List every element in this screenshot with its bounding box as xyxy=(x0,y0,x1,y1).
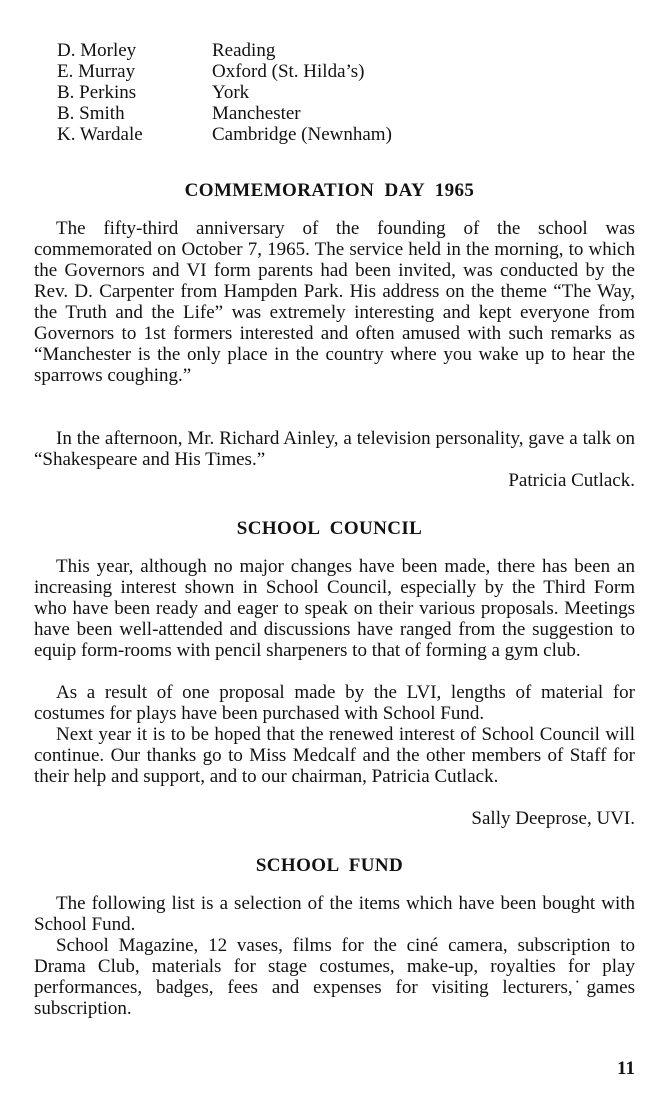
paragraph-school-council-2: As a result of one proposal made by the LVI, lengths of material for costumes for plays have been purchased with School Fund. xyxy=(34,682,635,724)
paragraph-school-council-3: Next year it is to be hoped that the renewed interest of School Council will continue. Our thanks go to Miss Medcalf and the other members of Staff for their help and support, and to our chairman, Patricia Cutlack. xyxy=(34,724,635,787)
section-heading-school-fund: SCHOOL FUND xyxy=(255,855,404,876)
university-name: Cambridge (Newnham) xyxy=(212,124,392,145)
list-item xyxy=(57,40,537,61)
university-name: York xyxy=(212,82,250,103)
paragraph-school-council-1: This year, although no major changes have been made, there has been an increasing interest shown in School Council, especially by the Third Form who have been ready and eager to speak on their various proposals. Meetings have been well-attended and discussions have ranged from the suggestion to equip form-rooms with pencil sharpeners to that of forming a gym club. xyxy=(34,556,635,661)
paragraph-school-fund-1: The following list is a selection of the items which have been bought with School Fund. xyxy=(34,893,635,935)
signature-patricia-cutlack: Patricia Cutlack. xyxy=(508,470,635,491)
list-item xyxy=(57,103,537,124)
paragraph-commemoration-1: The fifty-third anniversary of the founding of the school was commemorated on October 7, 1965. The service held in the morning, to which the Governors and VI form parents had been invited, was conducted by the Rev. D. Carpenter from Hampden Park. His address on the theme “The Way, the Truth and the Life” was extremely interesting and kept everyone from Governors to 1st formers interested and often amused with such remarks as “Manchester is the only place in the country where you wake up to hear the sparrows coughing.” xyxy=(34,218,635,386)
university-destination-list xyxy=(57,40,537,145)
student-name: B. Smith xyxy=(57,103,125,124)
section-heading-school-council: SCHOOL COUNCIL xyxy=(236,518,423,539)
university-name: Reading xyxy=(212,40,276,61)
student-name: D. Morley xyxy=(57,40,137,61)
list-item xyxy=(57,61,537,82)
list-item xyxy=(57,124,537,145)
student-name: E. Murray xyxy=(57,61,136,82)
page-number: 11 xyxy=(617,1058,635,1079)
paragraph-commemoration-2: In the afternoon, Mr. Richard Ainley, a television personality, gave a talk on “Shakespeare and His Times.” xyxy=(34,428,635,470)
student-name: B. Perkins xyxy=(57,82,137,103)
list-item xyxy=(57,82,537,103)
university-name: Oxford (St. Hilda’s) xyxy=(212,61,365,82)
signature-sally-deeprose: Sally Deeprose, UVI. xyxy=(471,808,635,829)
university-name: Manchester xyxy=(212,103,301,124)
paragraph-school-fund-2: School Magazine, 12 vases, films for the ciné camera, subscription to Drama Club, materials for stage costumes, make-up, royalties for play performances, badges, fees and expenses for visiting lecturers, ̇games subscription. xyxy=(34,935,635,1019)
section-heading-commemoration-day: COMMEMORATION DAY 1965 xyxy=(184,180,475,201)
student-name: K. Wardale xyxy=(57,124,143,145)
